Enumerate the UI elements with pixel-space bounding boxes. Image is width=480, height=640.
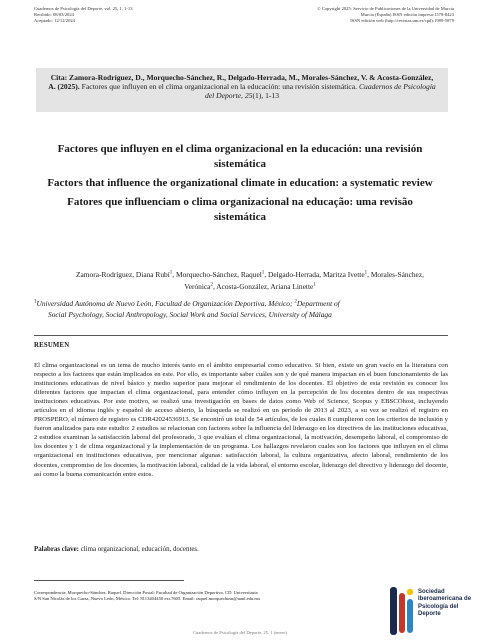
page-footer: Cuadernos de Psicología del Deporte, 25, 1 (enero) [192, 630, 288, 635]
received-date: Recibido: 08/03/2024 [34, 12, 74, 17]
society-name-line: Sociedad [418, 589, 445, 595]
correspondence-note: Correspondencia: Morquecho-Sánchez, Raquel. Dirección Postal: Facultad de Organización Deportiva, CD. Universitaria S/N San Nicolás de los Garza, Nuevo León, México. Tel: 8113404450 ext.7605. Email: raquel.morquechosn@uanl.edu.mx [34, 590, 261, 602]
citation-journal: Cuadernos de Psicología del Deporte, 25 [204, 82, 436, 100]
author-list [64, 269, 436, 293]
affiliation-2-continued: Social Psychology, Social Anthropology, Social Work and Social Services, University of Málaga [48, 310, 332, 319]
title-english: Factors that influence the organizational climate in education: a systematic review [47, 177, 433, 189]
author-name: , Morales-Sánchez, Verónica [184, 270, 424, 291]
author-name: , Acosta-González, Ariana Linette [212, 282, 314, 291]
affiliation-2: Department of [296, 299, 340, 308]
footnote-divider [34, 580, 184, 581]
copyright-line: © Copyright 2025: Servicio de Publicaciones de la Universidad de Murcia [317, 6, 454, 11]
issn-web: ISSN edición web (http://revistas.um.es/cpd):1989-5879 [350, 18, 454, 23]
affiliation-marker: 1 [364, 270, 368, 276]
author-name: , Morquecho-Sánchez, Raquel [172, 270, 262, 279]
title-portuguese: Fatores que influenciam o clima organizacional na educação: uma revisão sistemática [67, 196, 413, 223]
affiliation-marker: 1 [34, 299, 37, 305]
society-name [418, 589, 480, 619]
society-name-line: Iberoamericana de [418, 596, 472, 603]
affiliation-marker: 1 [313, 282, 316, 288]
citation-authors: Cita: Zamora-Rodríguez, D., Morquecho-Sánchez, R., Delgado-Herrada, M., Morales-Sánchez, V. & Acosta-González, A. (2025). [48, 73, 434, 91]
citation-issue: (1), 1-13 [252, 91, 280, 100]
keywords [34, 546, 448, 553]
affiliation-marker: 1 [261, 270, 265, 276]
abstract-body: El clima organizacional es un tema de mucho interés tanto en el ámbito empresarial como educativo. Si bien, existe un gran vacío en la literatura con respecto a los factores que están implicados en este. Por ello, es importante saber cuáles son y de qué manera impactan en el buen funcionamiento de las instituciones educativas de nivel básico y medio superior para mejorar el rendimiento de los docentes. El objetivo de esta revisión es conocer los diferentes factores que impactan el clima organizacional, para entender cómo influyen en la percepción de los docentes dentro de sus respectivas instituciones educativas. Por este motivo, se realizó una investigación en bases de datos como Web of Science, Scopus y EBSCOhost, incluyendo artículos en el idioma inglés y español de acceso abierto, la búsqueda se realizó en un periodo de 2013 al 2023, a su vez se realizó el registro en PROSPERO, el número de registro es CDR42024536913. Se encontró un total de 54 artículos, de los cuales 8 cumplieron con los criterios de inclusión y fueron analizados para este estudio: 2 estudios se relacionan con factores sobre la influencia del liderazgo en los directivos de las instituciones educativas, 2 estudios examinan la satisfacción laboral del profesorado, 3 que evalúan el clima organizacional, la motivación, desempeño laboral, el compromiso de los docentes y 1 de clima organizacional y la implementación de un programa. Los hallazgos revelaron cuales son los factores que influyen en el clima organizacional en instituciones educativas, por mencionar algunas: satisfacción laboral, la cultura organizativa, afecto laboral, rendimiento de los docentes, compromiso de los docentes, la motivación laboral, calidad de la vida laboral, el entorno escolar, liderazgo del directivo y liderazgo del docente, así como la buena comunicación entre estos. [34, 362, 448, 478]
abstract-heading: RESUMEN [34, 342, 70, 349]
divider-top [34, 335, 448, 336]
affiliation-marker: 2 [294, 299, 297, 305]
keywords-text: clima organizacional, educación, docentes. [78, 546, 199, 553]
author-name: Zamora-Rodríguez, Diana Rubí [76, 270, 170, 279]
article-titles [40, 142, 440, 229]
siped-logo-icon [388, 583, 416, 639]
journal-volume: Cuadernos de Psicología del Deporte, vol. 25, 1, 1-13 [34, 6, 133, 11]
copyright-info [234, 6, 454, 24]
society-name-line: Deporte [418, 611, 441, 618]
citation-title: Factores que influyen en el clima organizacional en la educación: una revisión sistemática. [79, 82, 359, 91]
affiliation-1: Universidad Autónoma de Nuevo León, Facultad de Organización Deportiva, México; [36, 299, 295, 308]
affiliations [34, 298, 444, 320]
society-name-line: Psicología del [418, 603, 459, 610]
accepted-date: Aceptado: 12/12/2024 [34, 18, 75, 23]
title-spanish: Factores que influyen en el clima organizacional en la educación: una revisión sistemática [57, 143, 423, 170]
society-logo [388, 581, 480, 640]
keywords-label: Palabras clave: [34, 546, 79, 553]
journal-info [34, 6, 204, 24]
page-header [34, 6, 454, 36]
author-name: , Delgado-Herrada, Maritza Ivette [264, 270, 365, 279]
affiliation-marker: 1 [169, 270, 173, 276]
issn-print: Murcia (España) ISSN edición impresa:1578-8423 [360, 12, 454, 17]
citation-box [36, 68, 448, 112]
affiliation-marker: 2 [210, 282, 213, 288]
